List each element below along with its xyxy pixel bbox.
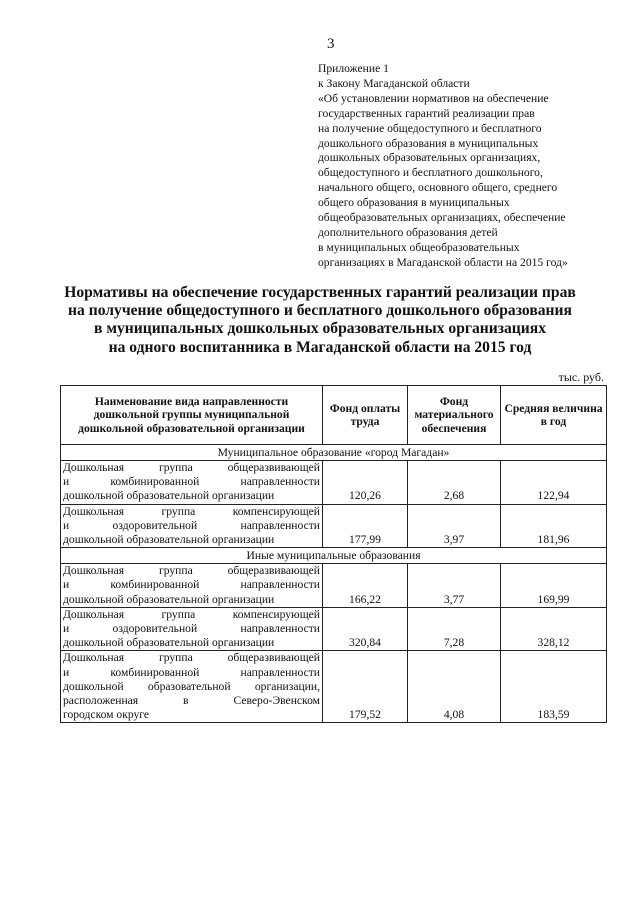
section-row bbox=[61, 548, 607, 564]
appendix-line: в муниципальных общеобразовательных bbox=[318, 240, 520, 254]
appendix-line: общеобразовательных организациях, обеспечение bbox=[318, 211, 566, 225]
group-name-line: дошкольной образовательной организации bbox=[63, 489, 275, 503]
section-title: Муниципальное образование «город Магадан» bbox=[61, 445, 607, 461]
average-value: 169,99 bbox=[501, 564, 607, 608]
page-number: 3 bbox=[327, 36, 335, 52]
table-row bbox=[61, 564, 607, 608]
average-value: 328,12 bbox=[501, 607, 607, 651]
table-row bbox=[61, 504, 607, 548]
norms-table bbox=[60, 385, 607, 723]
group-name-line: расположенная в Северо-Эвенском bbox=[63, 694, 320, 708]
group-name-line: дошкольной образовательной организации bbox=[63, 636, 275, 650]
appendix-line: начального общего, основного общего, среднего bbox=[318, 181, 558, 195]
title-line: в муниципальных дошкольных образовательных организациях bbox=[94, 320, 546, 338]
units-label: тыс. руб. bbox=[558, 370, 604, 384]
title-line: на получение общедоступного и бесплатного дошкольного образования bbox=[68, 302, 572, 320]
wage-fund-value: 177,99 bbox=[323, 504, 408, 548]
wage-fund-value: 320,84 bbox=[323, 607, 408, 651]
group-name-line: дошкольной образовательной организации, bbox=[63, 679, 320, 693]
wage-fund-value: 120,26 bbox=[323, 461, 408, 505]
average-value: 181,96 bbox=[501, 504, 607, 548]
average-value: 183,59 bbox=[501, 651, 607, 723]
appendix-header bbox=[318, 62, 618, 271]
header-wage-fund: Фонд оплаты труда bbox=[323, 386, 408, 445]
appendix-line: дошкольных образовательных организациях, bbox=[318, 151, 541, 165]
appendix-line: общедоступного и бесплатного дошкольного, bbox=[318, 166, 543, 180]
appendix-line: дошкольного образования в муниципальных bbox=[318, 136, 539, 150]
material-fund-value: 4,08 bbox=[408, 651, 501, 723]
group-name-line: городском округе bbox=[63, 708, 150, 722]
average-value: 122,94 bbox=[501, 461, 607, 505]
header-material-fund: Фонд материального обеспечения bbox=[408, 386, 501, 445]
appendix-line: государственных гарантий реализации прав bbox=[318, 106, 535, 120]
appendix-line: к Закону Магаданской области bbox=[318, 76, 470, 90]
table-row bbox=[61, 461, 607, 505]
appendix-line: дополнительного образования детей bbox=[318, 225, 498, 239]
title-line: Нормативы на обеспечение государственных гарантий реализации прав bbox=[64, 284, 576, 301]
appendix-line: организациях в Магаданской области на 2015 год» bbox=[318, 255, 568, 269]
group-name bbox=[61, 651, 323, 723]
group-name bbox=[61, 504, 323, 548]
group-name-line: Дошкольная группа общеразвивающей bbox=[63, 461, 320, 474]
group-name-line: Дошкольная группа общеразвивающей bbox=[63, 564, 320, 578]
table-row bbox=[61, 607, 607, 651]
header-name: Наименование вида направленности дошкольной группы муниципальной дошкольной образовательной организации bbox=[61, 386, 323, 445]
group-name-line: Дошкольная группа общеразвивающей bbox=[63, 651, 320, 665]
group-name-line: Дошкольная группа компенсирующей bbox=[63, 504, 320, 518]
group-name-line: дошкольной образовательной организации bbox=[63, 592, 275, 606]
section-title: Иные муниципальные образования bbox=[61, 548, 607, 564]
table-row bbox=[61, 651, 607, 723]
group-name-line: дошкольной образовательной организации bbox=[63, 533, 275, 547]
table-header-row bbox=[61, 386, 607, 445]
appendix-line: на получение общедоступного и бесплатного bbox=[318, 121, 542, 135]
material-fund-value: 3,77 bbox=[408, 564, 501, 608]
group-name-line: Дошкольная группа компенсирующей bbox=[63, 607, 320, 621]
group-name-line: и комбинированной направленности bbox=[63, 475, 320, 489]
appendix-line: общего образования в муниципальных bbox=[318, 196, 510, 210]
group-name bbox=[61, 461, 323, 505]
group-name bbox=[61, 607, 323, 651]
group-name-line: и оздоровительной направленности bbox=[63, 518, 320, 532]
section-row bbox=[61, 445, 607, 461]
title-line: на одного воспитанника в Магаданской области на 2015 год bbox=[108, 338, 532, 356]
document-title bbox=[20, 284, 620, 357]
material-fund-value: 3,97 bbox=[408, 504, 501, 548]
group-name-line: и оздоровительной направленности bbox=[63, 622, 320, 636]
group-name-line: и комбинированной направленности bbox=[63, 578, 320, 592]
material-fund-value: 7,28 bbox=[408, 607, 501, 651]
appendix-line: «Об установлении нормативов на обеспечение bbox=[318, 91, 549, 105]
wage-fund-value: 166,22 bbox=[323, 564, 408, 608]
wage-fund-value: 179,52 bbox=[323, 651, 408, 723]
material-fund-value: 2,68 bbox=[408, 461, 501, 505]
group-name bbox=[61, 564, 323, 608]
group-name-line: и комбинированной направленности bbox=[63, 665, 320, 679]
appendix-line: Приложение 1 bbox=[318, 62, 389, 75]
header-average: Средняя величина в год bbox=[501, 386, 607, 445]
